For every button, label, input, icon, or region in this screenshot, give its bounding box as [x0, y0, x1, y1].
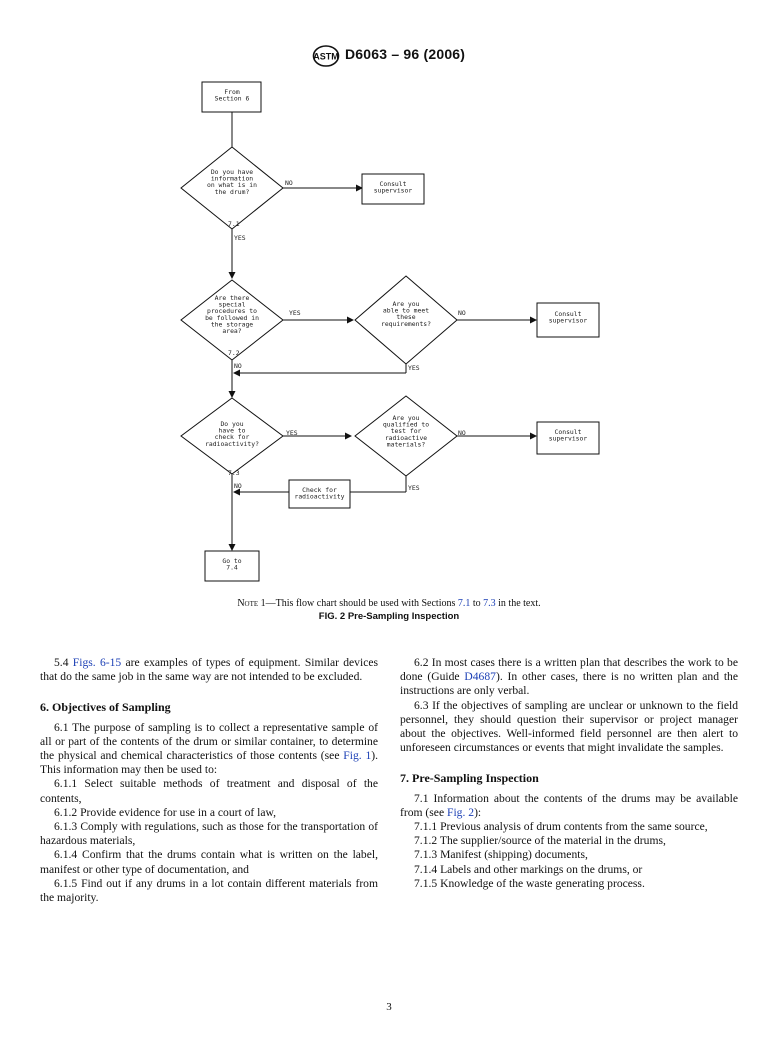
- left-column: [40, 656, 378, 905]
- flowchart-line: Check for: [302, 486, 337, 494]
- flowchart-line: have to: [218, 426, 246, 435]
- link-figs-6-15[interactable]: Figs. 6-15: [72, 656, 122, 669]
- paragraph-6-1-1: 6.1.1 Select suitable methods of treatment and disposal of the contents,: [40, 777, 378, 805]
- flowchart-line: Consult: [554, 428, 582, 436]
- note-text: 1—This flow chart should be used with Sections: [258, 598, 458, 609]
- flowchart-line: be followed in: [205, 313, 259, 322]
- flowchart-line: Are there: [214, 294, 250, 302]
- flowchart-line: check for: [214, 433, 250, 442]
- flowchart-line: Are you: [392, 414, 420, 422]
- link-d4687[interactable]: D4687: [464, 670, 496, 684]
- paragraph-6-1-5: 6.1.5 Find out if any drums in a lot contain different materials from the majority.: [40, 876, 378, 905]
- link-fig-1[interactable]: Fig. 1: [343, 749, 372, 763]
- paragraph-6-1-4: 6.1.4 Confirm that the drums contain what is written on the label, manifest or other type of documentation, and: [40, 848, 378, 876]
- flowchart-line: materials?: [386, 440, 426, 449]
- paragraph-6-3: 6.3 If the objectives of sampling are unclear or unknown to the field personnel, they should question their supervisor or project manager about the objectives. Well-informed field personnel are then alert to unforeseen circumstances or events that might invalidate the samples.: [400, 698, 738, 755]
- note-text: in the text.: [495, 598, 541, 609]
- flowchart-line: on what is in: [206, 181, 258, 190]
- paragraph-7-1: 7.1 Information about the contents of the drums may be available from (see Fig. 2):: [400, 791, 738, 819]
- flowchart-line: radioactivity: [294, 492, 345, 501]
- paragraph-6-2: 6.2 In most cases there is a written plan that describes the work to be done (Guide D4687). In other cases, there is no written plan and the instructions are only verbal.: [400, 656, 738, 698]
- paragraph-6-1-3: 6.1.3 Comply with regulations, such as those for the transportation of hazardous materials,: [40, 820, 378, 848]
- paragraph-6-1-2: 6.1.2 Provide evidence for use in a court of law,: [54, 805, 277, 819]
- q3b-yes-label: YES: [408, 484, 420, 492]
- flowchart-line: supervisor: [373, 186, 413, 195]
- q3-no-label: NO: [234, 482, 242, 490]
- paragraph-7-1-3: 7.1.3 Manifest (shipping) documents,: [414, 848, 588, 862]
- flowchart-line: Section 6: [214, 94, 250, 103]
- q1-yes-label: YES: [234, 234, 246, 242]
- flowchart-line: Consult: [554, 310, 582, 318]
- flowchart-line: test for: [390, 427, 422, 436]
- flowchart-line: area?: [222, 327, 242, 335]
- q1-no-label: NO: [285, 179, 293, 187]
- flowchart-line: Are you: [392, 300, 420, 308]
- flowchart-line: information: [210, 174, 254, 183]
- flowchart-line: Consult: [379, 180, 407, 188]
- flowchart-line: the drum?: [214, 187, 250, 196]
- flowchart-line: procedures to: [206, 307, 258, 316]
- flowchart-line: From: [224, 88, 240, 96]
- paragraph-7-1-2: 7.1.2 The supplier/source of the material in the drums,: [414, 834, 666, 848]
- q3-yes-label: YES: [286, 429, 298, 437]
- svg-text:ASTM: ASTM: [313, 51, 339, 62]
- figure-caption: FIG. 2 Pre-Sampling Inspection: [318, 611, 460, 622]
- flowchart-line: 7.4: [226, 563, 238, 572]
- q3-ref: 7.3: [228, 469, 240, 477]
- flowchart-line: qualified to: [382, 420, 430, 429]
- flowchart-line: these: [396, 313, 416, 322]
- q2b-no-label: NO: [458, 309, 466, 317]
- q2b-yes-label: YES: [408, 364, 420, 372]
- q1-ref: 7.1: [228, 220, 240, 228]
- right-column: [400, 656, 738, 891]
- flowchart-line: Do you have: [210, 168, 254, 176]
- flowchart-line: able to meet: [382, 306, 430, 315]
- flowchart-line: radioactivity?: [205, 439, 259, 448]
- page-number: 3: [386, 1001, 392, 1013]
- q2-yes-label: YES: [289, 309, 301, 317]
- flowchart-line: Do you: [220, 420, 244, 428]
- q2-ref: 7.2: [228, 349, 240, 357]
- flowchart-line: Go to: [222, 557, 242, 565]
- flowchart-line: supervisor: [548, 434, 588, 443]
- q2-no-label: NO: [234, 362, 242, 370]
- paragraph-7-1-1: 7.1.1 Previous analysis of drum contents from the same source,: [414, 820, 708, 834]
- flowchart-line: radioactive: [384, 433, 428, 442]
- flowchart-line: supervisor: [548, 316, 588, 325]
- flowchart-line: requirements?: [380, 319, 432, 328]
- section-7-heading: 7. Pre-Sampling Inspection: [400, 771, 539, 786]
- flowchart-line: the storage: [210, 320, 254, 329]
- q3b-no-label: NO: [458, 429, 466, 437]
- figure-note: [0, 598, 778, 609]
- link-fig-2[interactable]: Fig. 2: [447, 805, 475, 819]
- flowchart-line: special: [218, 300, 246, 309]
- paragraph-5-4: 5.4 Figs. 6-15 are examples of types of equipment. Similar devices that do the same job in the same way are not intended to be excluded.: [40, 656, 379, 684]
- section-6-heading: 6. Objectives of Sampling: [40, 700, 171, 715]
- note-link-7-1[interactable]: 7.1: [457, 598, 471, 609]
- paragraph-7-1-5: 7.1.5 Knowledge of the waste generating process.: [414, 876, 645, 890]
- document-designation: D6063 – 96 (2006): [345, 46, 466, 62]
- note-label: Note: [237, 598, 259, 609]
- paragraph-6-1: 6.1 The purpose of sampling is to collect a representative sample of all or part of the contents of the drum or similar container, to determine the physical and chemical characteristics of those contents (see Fig. 1). This information may then be used to:: [40, 720, 379, 777]
- note-text: to: [470, 598, 484, 609]
- note-link-7-3[interactable]: 7.3: [483, 598, 496, 609]
- paragraph-7-1-4: 7.1.4 Labels and other markings on the drums, or: [414, 862, 643, 876]
